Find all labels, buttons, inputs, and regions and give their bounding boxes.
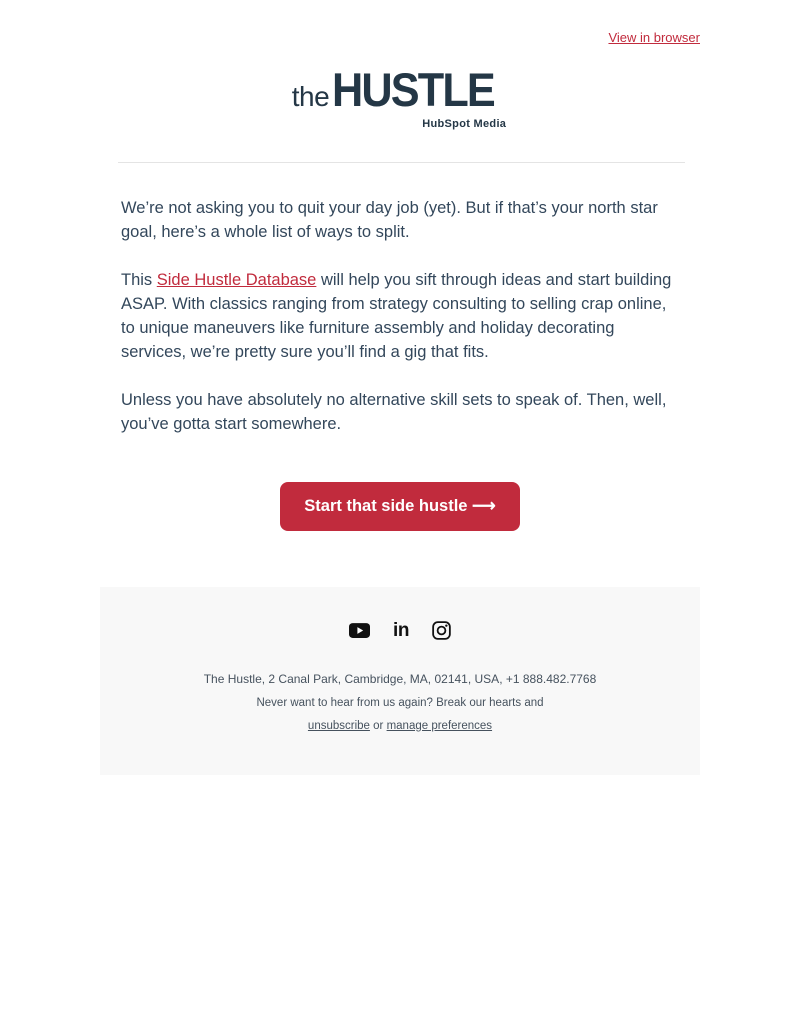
paragraph-intro-text: We’re not asking you to quit your day job (yet). But if that’s your north star goal, here’s a whole list of ways to split. — [121, 199, 658, 241]
email-topbar — [100, 30, 700, 46]
or-text: or — [373, 719, 384, 732]
email-body — [100, 196, 700, 559]
linkedin-link[interactable] — [393, 621, 409, 640]
unsubscribe-link[interactable]: unsubscribe — [307, 719, 370, 732]
view-in-browser-link[interactable]: View in browser — [608, 30, 700, 45]
youtube-icon — [349, 623, 370, 638]
unsubscribe-note: Never want to hear from us again? Break our hearts and — [256, 696, 544, 709]
social-links — [120, 621, 680, 640]
brand-header — [100, 62, 700, 132]
the-hustle-logo — [292, 62, 508, 130]
instagram-link[interactable] — [432, 621, 451, 640]
paragraph-database-after: will help you sift through ideas and start building ASAP. With classics ranging from strategy consulting to selling crap online, to unique maneuvers like furniture assembly and holiday decorating services, we’re pretty sure you’ll find a gig that fits. — [121, 271, 672, 361]
paragraph-intro — [121, 196, 679, 244]
instagram-icon — [432, 621, 451, 640]
logo-wordmark — [292, 62, 508, 117]
manage-preferences-link[interactable]: manage preferences — [386, 719, 493, 732]
youtube-link[interactable] — [349, 623, 370, 638]
email-container — [100, 0, 700, 775]
paragraph-closing: Unless you have absolutely no alternative skill sets to speak of. Then, well, you’ve gotta start somewhere. — [121, 391, 667, 433]
hubspot-media-subtitle: HubSpot Media — [422, 118, 507, 130]
logo-hustle-text: HUSTLE — [332, 63, 495, 116]
header-divider — [118, 162, 685, 163]
company-address: The Hustle, 2 Canal Park, Cambridge, MA, 02141, USA, +1 888.482.7768 — [203, 671, 597, 686]
linkedin-icon: in — [393, 619, 409, 641]
logo-the-text: the — [291, 81, 330, 112]
side-hustle-database-link[interactable]: Side Hustle Database — [156, 271, 317, 289]
preferences-line — [120, 719, 680, 733]
cta-row — [121, 482, 679, 559]
email-footer — [100, 587, 700, 775]
paragraph-database-before: This — [121, 271, 157, 289]
paragraph-database — [121, 268, 679, 364]
start-side-hustle-button[interactable]: Start that side hustle ⟶ — [280, 482, 519, 531]
